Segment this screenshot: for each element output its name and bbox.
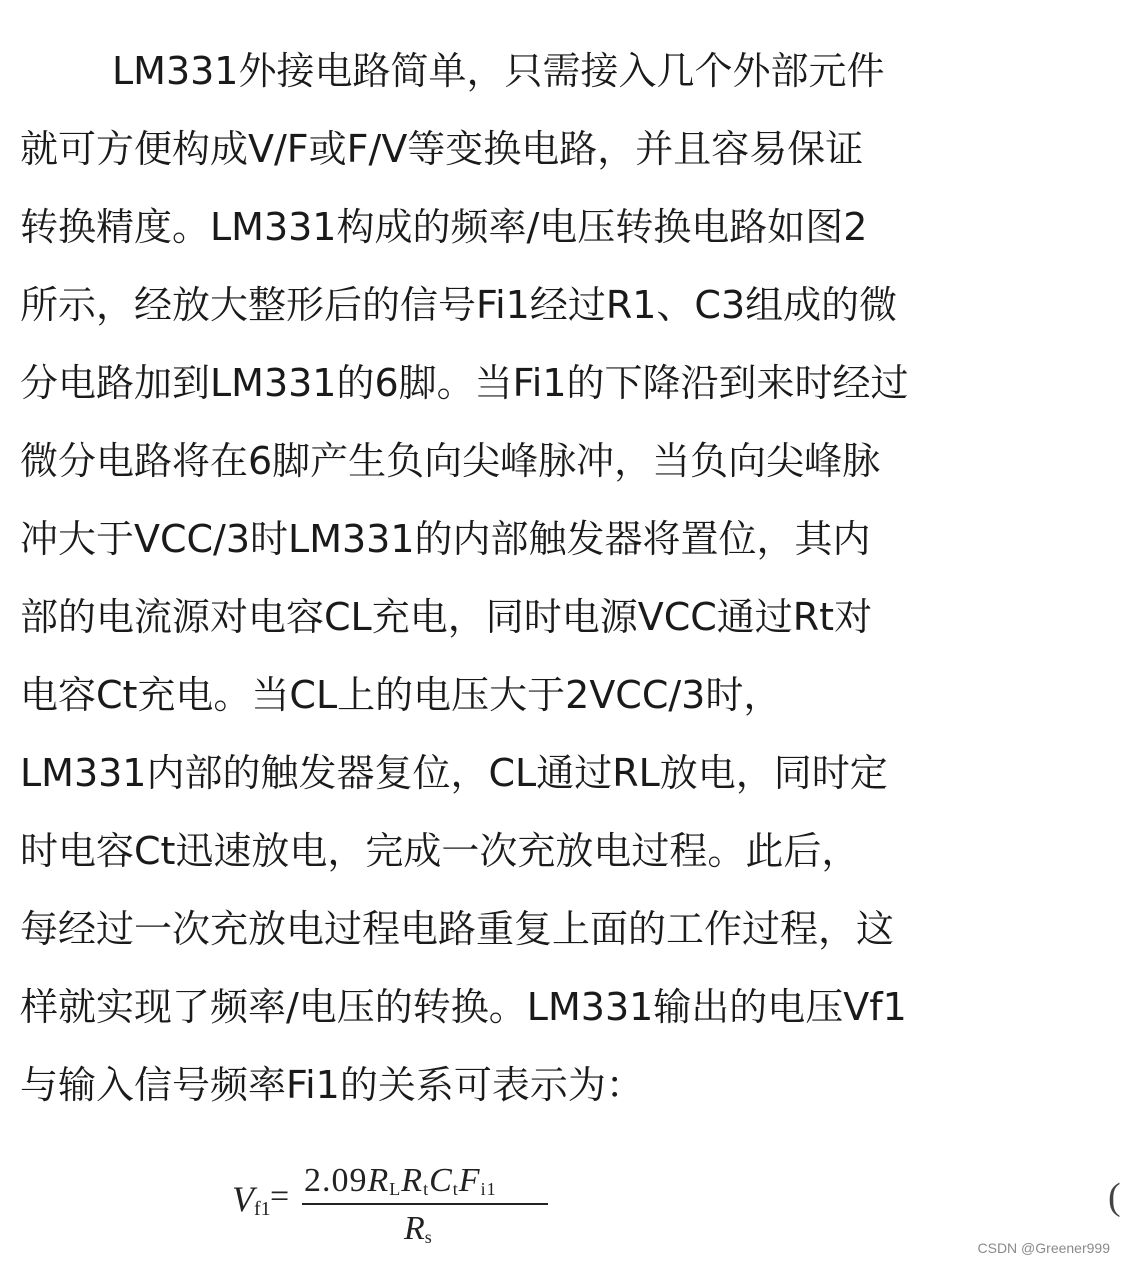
text-line: 分电路加到LM331的6脚。当Fi1的下降沿到来时经过 — [20, 361, 909, 405]
formula-lhs — [232, 1178, 271, 1221]
text-line: 部的电流源对电容CL充电，同时电源VCC通过Rt对 — [20, 595, 873, 639]
text-line: 与输入信号频率Fi1的关系可表示为： — [20, 1063, 644, 1107]
text-line: 转换精度。LM331构成的频率/电压转换电路如图2 — [20, 205, 868, 249]
formula-term-sub: t — [452, 1179, 459, 1199]
text-line: LM331外接电路简单，只需接入几个外部元件 — [112, 49, 885, 93]
text-line: 就可方便构成V/F或F/V等变换电路，并且容易保证 — [20, 127, 864, 171]
equation-number-paren: ( — [1108, 1176, 1121, 1218]
text-line: 冲大于VCC/3时LM331的内部触发器将置位，其内 — [20, 517, 871, 561]
watermark: CSDN @Greener999 — [977, 1240, 1110, 1256]
text-line: 样就实现了频率/电压的转换。LM331输出的电压Vf1 — [20, 985, 907, 1029]
formula-den-var: R — [404, 1210, 425, 1247]
formula-term-sub: t — [423, 1179, 430, 1199]
formula-term-var: C — [429, 1162, 453, 1199]
formula-lhs-sub: f1 — [254, 1198, 271, 1220]
text-line: 所示，经放大整形后的信号Fi1经过R1、C3组成的微 — [20, 283, 898, 327]
text-line: 时电容Ct迅速放电，完成一次充放电过程。此后， — [20, 829, 860, 873]
formula-term-sub: i1 — [480, 1179, 497, 1199]
text-line: 微分电路将在6脚产生负向尖峰脉冲，当负向尖峰脉 — [20, 439, 881, 483]
formula-denominator — [404, 1210, 432, 1248]
fraction-bar — [302, 1203, 548, 1205]
text-line: 电容Ct充电。当CL上的电压大于2VCC/3时， — [20, 673, 782, 717]
formula-equals: = — [270, 1178, 290, 1215]
formula-den-sub: s — [424, 1227, 432, 1247]
formula-term-var: R — [367, 1162, 390, 1199]
formula-coefficient: 2.09 — [304, 1162, 368, 1199]
text-line: LM331内部的触发器复位，CL通过RL放电，同时定 — [20, 751, 888, 795]
formula-term-var: R — [401, 1162, 424, 1199]
formula-term-var: F — [458, 1162, 481, 1199]
text-line: 每经过一次充放电过程电路重复上面的工作过程，这 — [20, 907, 895, 951]
formula-lhs-var: V — [232, 1179, 254, 1219]
formula-vf1 — [232, 1158, 572, 1258]
formula-term-sub: L — [389, 1179, 402, 1199]
formula-numerator — [304, 1162, 497, 1200]
body-paragraph — [20, 32, 1110, 1124]
